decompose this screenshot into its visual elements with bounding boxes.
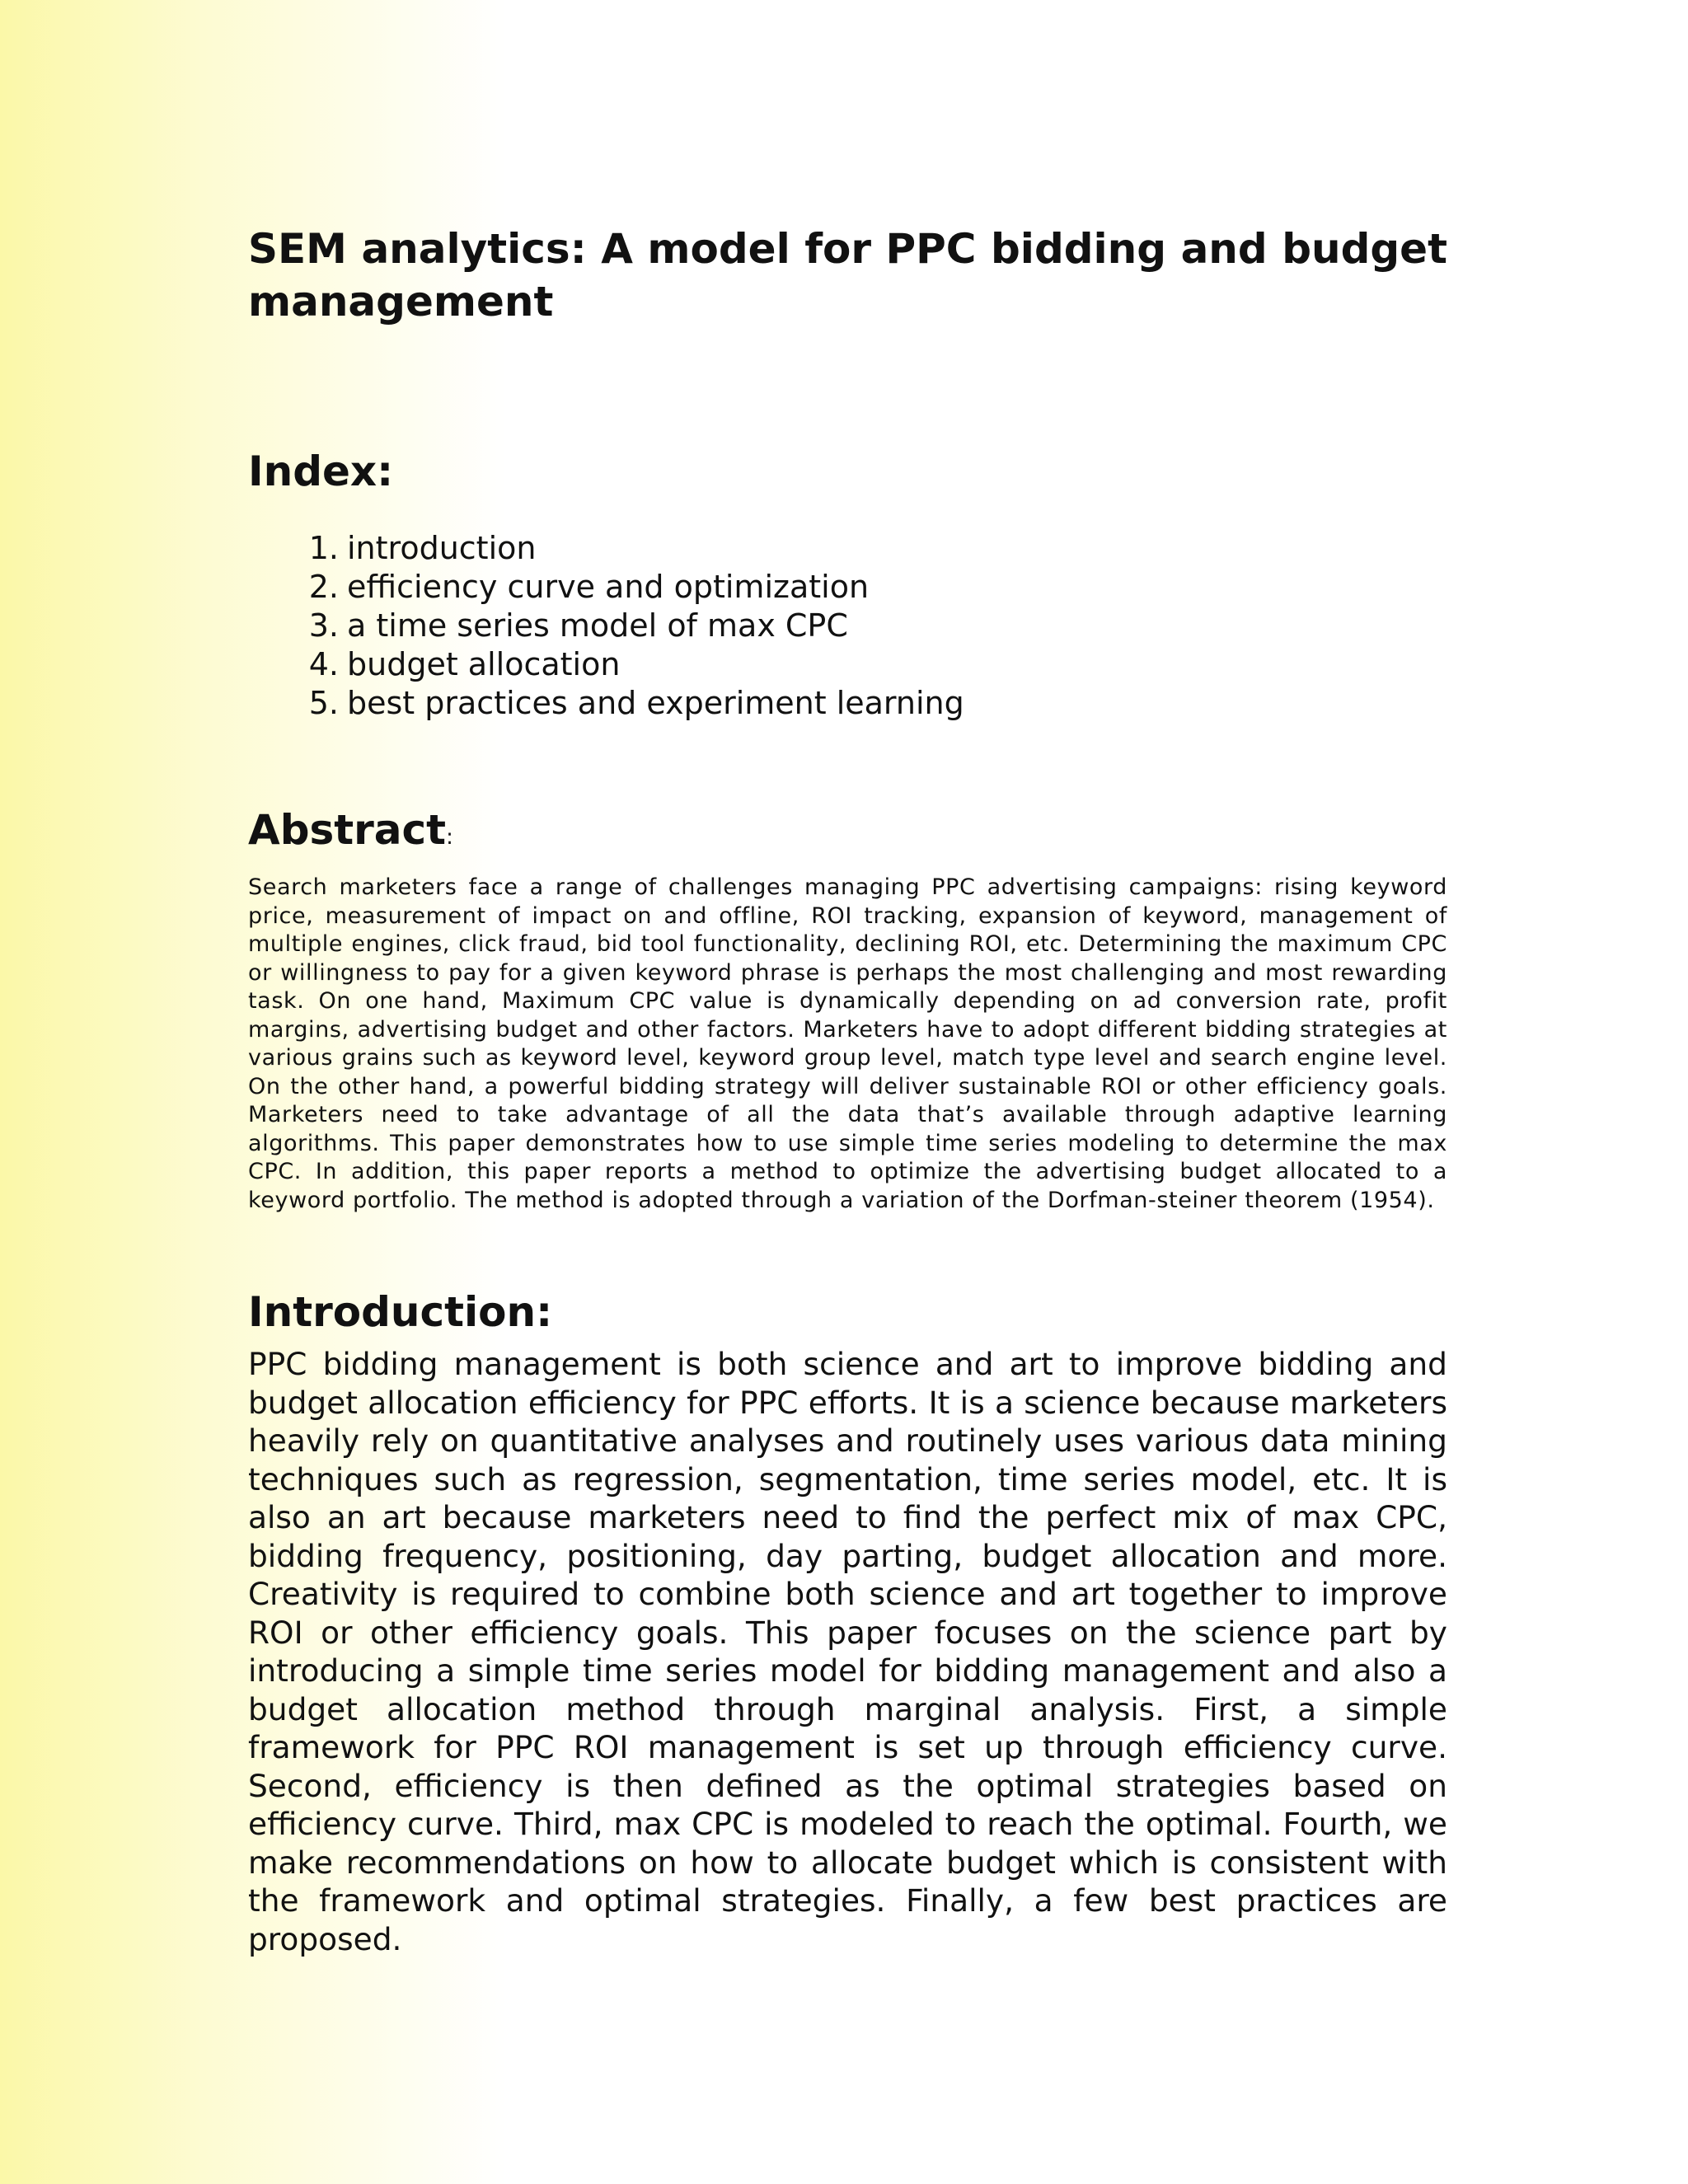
document-title: SEM analytics: A model for PPC bidding and budget management [248, 225, 1447, 326]
index-item-label: best practices and experiment learning [347, 685, 964, 721]
index-item-number: 3. [308, 607, 339, 644]
index-item-number: 4. [308, 646, 339, 682]
index-item-label: introduction [347, 530, 537, 566]
abstract-heading-text: Abstract [248, 806, 447, 854]
index-item-number: 2. [308, 569, 339, 605]
index-item-introduction [308, 529, 1447, 568]
document-page [248, 223, 1447, 1958]
index-item-budget-allocation [308, 645, 1447, 684]
abstract-paragraph: Search marketers face a range of challenges managing PPC advertising campaigns: rising keyword price, measurement of impact on and offline, ROI tracking, expansion of keyword, management of multiple engines, click fraud, bid tool functionality, declining ROI, etc. Determining the maximum CPC or willingness to pay for a given keyword phrase is perhaps the most challenging and most rewarding task. On one hand, Maximum CPC value is dynamically depending on ad conversion rate, profit margins, advertising budget and other factors. Marketers have to adopt different bidding strategies at various grains such as keyword level, keyword group level, match type level and search engine level. On the other hand, a powerful bidding strategy will deliver sustainable ROI or other efficiency goals. Marketers need to take advantage of all the data that’s available through adaptive learning algorithms. This paper demonstrates how to use simple time series modeling to determine the max CPC. In addition, this paper reports a method to optimize the advertising budget allocated to a keyword portfolio. The method is adopted through a variation of the Dorfman-steiner theorem (1954). [248, 874, 1447, 1213]
index-item-label: a time series model of max CPC [347, 607, 848, 644]
abstract-heading-colon: : [446, 825, 453, 850]
index-item-number: 1. [308, 530, 339, 566]
index-item-efficiency-curve [308, 568, 1447, 607]
index-item-label: efficiency curve and optimization [347, 569, 870, 605]
index-item-time-series-model [308, 607, 1447, 645]
index-list [248, 529, 1447, 723]
index-item-number: 5. [308, 685, 339, 721]
index-item-label: budget allocation [347, 646, 621, 682]
introduction-heading: Introduction: [248, 1288, 553, 1336]
index-item-best-practices [308, 684, 1447, 723]
index-heading: Index: [248, 448, 394, 495]
introduction-paragraph: PPC bidding management is both science and art to improve bidding and budget allocation efficiency for PPC efforts. It is a science because marketers heavily rely on quantitative analyses and routinely uses various data mining techniques such as regression, segmentation, time series model, etc. It is also an art because marketers need to find the perfect mix of max CPC, bidding frequency, positioning, day parting, budget allocation and more. Creativity is required to combine both science and art together to improve ROI or other efficiency goals. This paper focuses on the science part by introducing a simple time series model for bidding management and also a budget allocation method through marginal analysis. First, a simple framework for PPC ROI management is set up through efficiency curve. Second, efficiency is then defined as the optimal strategies based on efficiency curve. Third, max CPC is modeled to reach the optimal. Fourth, we make recommendations on how to allocate budget which is consistent with the framework and optimal strategies. Finally, a few best practices are proposed. [248, 1346, 1447, 1957]
abstract-heading [248, 805, 1447, 862]
